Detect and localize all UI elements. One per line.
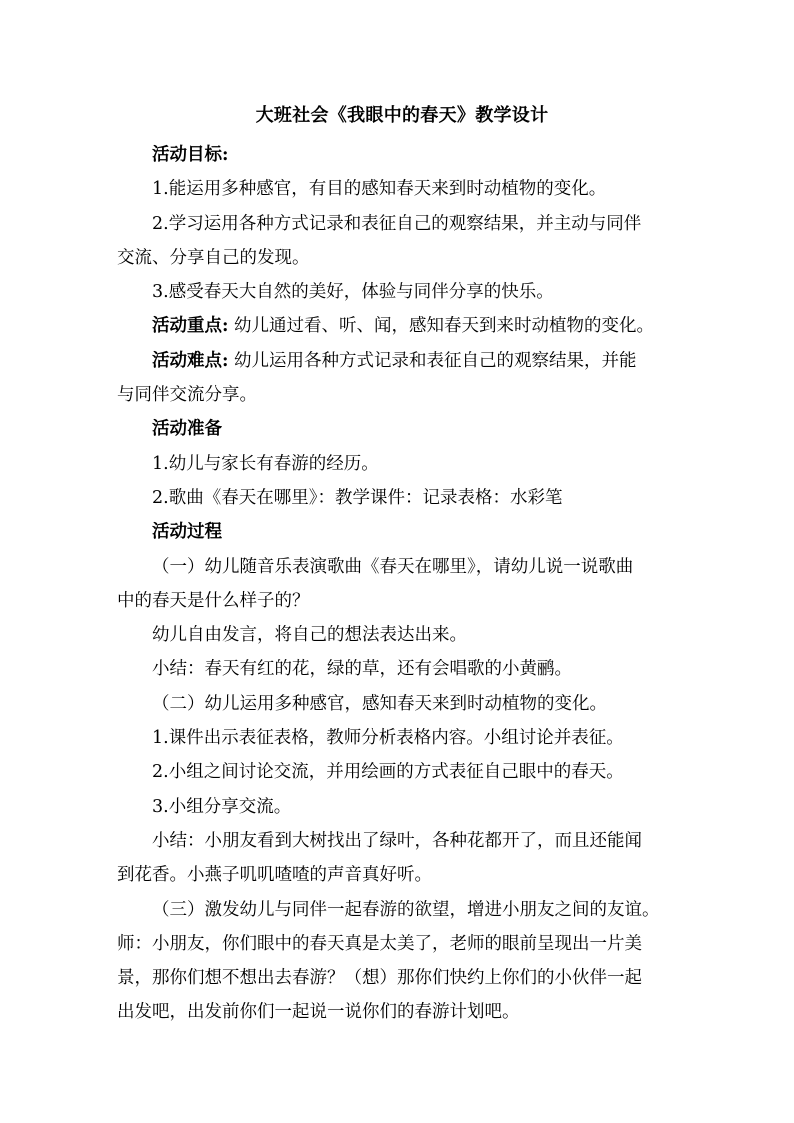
step-2-item-1: 1.课件出示表征表格，教师分析表格内容。小组讨论并表征。 <box>152 728 624 749</box>
prep-heading: 活动准备 <box>152 419 222 440</box>
difficulty-point <box>117 344 687 378</box>
difficulty-text-line-2: 与同伴交流分享。 <box>117 385 257 406</box>
step-2-item-2: 2.小组之间讨论交流，并用绘画的方式表征自己眼中的春天。 <box>152 762 624 783</box>
goal-1: 1.能运用多种感官，有目的感知春天来到时动植物的变化。 <box>152 179 607 200</box>
prep-1: 1.幼儿与家长有春游的经历。 <box>152 453 379 474</box>
key-point-label: 活动重点: <box>152 316 229 337</box>
step-1-line-1: （一）幼儿随音乐表演歌曲《春天在哪里》，请幼儿说一说歌曲 <box>152 556 634 577</box>
process-heading: 活动过程 <box>152 522 222 543</box>
goals-heading: 活动目标: <box>152 145 229 165</box>
key-point-text: 幼儿通过看、听、闻，感知春天到来时动植物的变化。 <box>228 316 655 337</box>
goal-3: 3.感受春天大自然的美好，体验与同伴分享的快乐。 <box>152 282 554 303</box>
step-2-item-3: 3.小组分享交流。 <box>152 796 292 817</box>
step-2-summary-line-1: 小结：小朋友看到大树找出了绿叶，各种花都开了，而且还能闻 <box>152 830 642 851</box>
step-3-teacher-line-2: 景，那你们想不想出去春游？（想）那你们快约上你们的小伙伴一起 <box>117 968 642 989</box>
document-title: 大班社会《我眼中的春天》教学设计 <box>255 105 549 126</box>
prep-2: 2.歌曲《春天在哪里》：教学课件：记录表格：水彩笔 <box>152 487 563 508</box>
goal-2-line-2: 交流、分享自己的发现。 <box>117 247 310 268</box>
step-1-line-2: 中的春天是什么样子的？ <box>117 590 310 611</box>
step-2-summary-line-2: 到花香。小燕子叽叽喳喳的声音真好听。 <box>117 865 432 886</box>
goal-2-line-1: 2.学习运用各种方式记录和表征自己的观察结果，并主动与同伴 <box>152 213 642 234</box>
key-point <box>117 309 687 343</box>
step-3-teacher-line-1: 师：小朋友，你们眼中的春天真是太美了，老师的眼前呈现出一片美 <box>117 933 642 954</box>
step-3: （三）激发幼儿与同伴一起春游的欲望，增进小朋友之间的友谊。 <box>152 899 660 920</box>
step-3-teacher-line-3: 出发吧，出发前你们一起说一说你们的春游计划吧。 <box>117 1002 520 1023</box>
step-1-line-3: 幼儿自由发言，将自己的想法表达出来。 <box>152 625 467 646</box>
difficulty-label: 活动难点: <box>152 350 229 371</box>
document-page <box>117 104 687 1030</box>
difficulty-text: 幼儿运用各种方式记录和表征自己的观察结果，并能 <box>228 350 637 371</box>
step-1-summary: 小结：春天有红的花，绿的草，还有会唱歌的小黄鹂。 <box>152 659 572 680</box>
step-2: （二）幼儿运用多种感官，感知春天来到时动植物的变化。 <box>152 693 607 714</box>
